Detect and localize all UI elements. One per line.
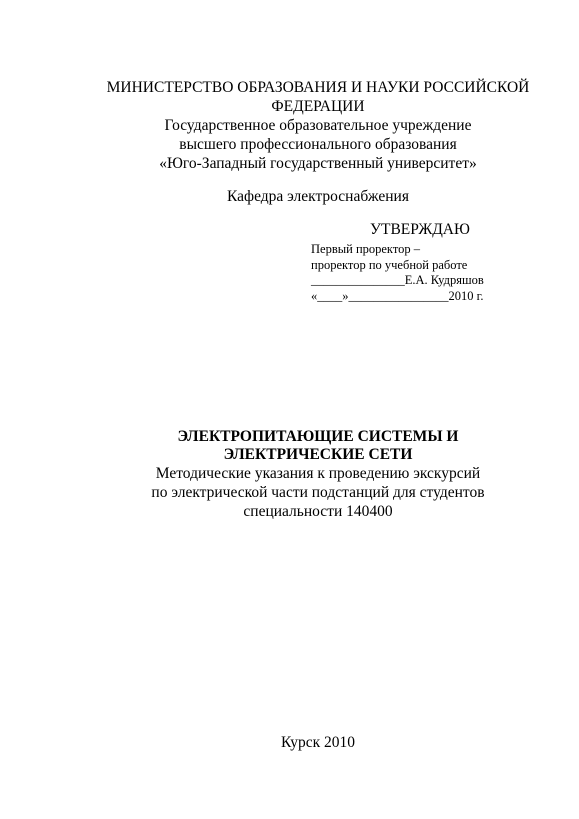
- approval-position-line-2: проректор по учебной работе: [311, 257, 468, 272]
- department-name: Кафедра электроснабжения: [227, 188, 409, 205]
- header-line-ministry: МИНИСТЕРСТВО ОБРАЗОВАНИЯ И НАУКИ РОССИЙСКОЙ: [106, 79, 530, 96]
- document-title-line-2: ЭЛЕКТРИЧЕСКИЕ СЕТИ: [223, 446, 413, 463]
- ministry-header: [0, 78, 579, 173]
- document-title-line-1: ЭЛЕКТРОПИТАЮЩИЕ СИСТЕМЫ И: [177, 428, 459, 445]
- document-subtitle-line-3: специальности 140400: [243, 503, 393, 520]
- city-year: Курск 2010: [281, 734, 355, 751]
- header-line-federation: ФЕДЕРАЦИИ: [271, 98, 365, 115]
- approval-signoff-block: [311, 242, 484, 304]
- header-line-institution-type: Государственное образовательное учреждение: [164, 117, 472, 134]
- approval-date-line: «____»________________2010 г.: [311, 288, 484, 303]
- approval-signature-line: _______________Е.А. Кудряшов: [311, 273, 484, 288]
- document-subtitle-line-1: Методические указания к проведению экскурсий: [155, 465, 481, 482]
- approval-position-line-1: Первый проректор –: [311, 242, 421, 256]
- approval-heading: УТВЕРЖДАЮ: [370, 221, 470, 238]
- document-title-block: [0, 428, 579, 521]
- header-line-university-name: «Юго-Западный государственный университет»: [159, 155, 477, 172]
- document-subtitle-line-2: по электрической части подстанций для студентов: [151, 484, 485, 501]
- header-line-education-level: высшего профессионального образования: [179, 136, 457, 153]
